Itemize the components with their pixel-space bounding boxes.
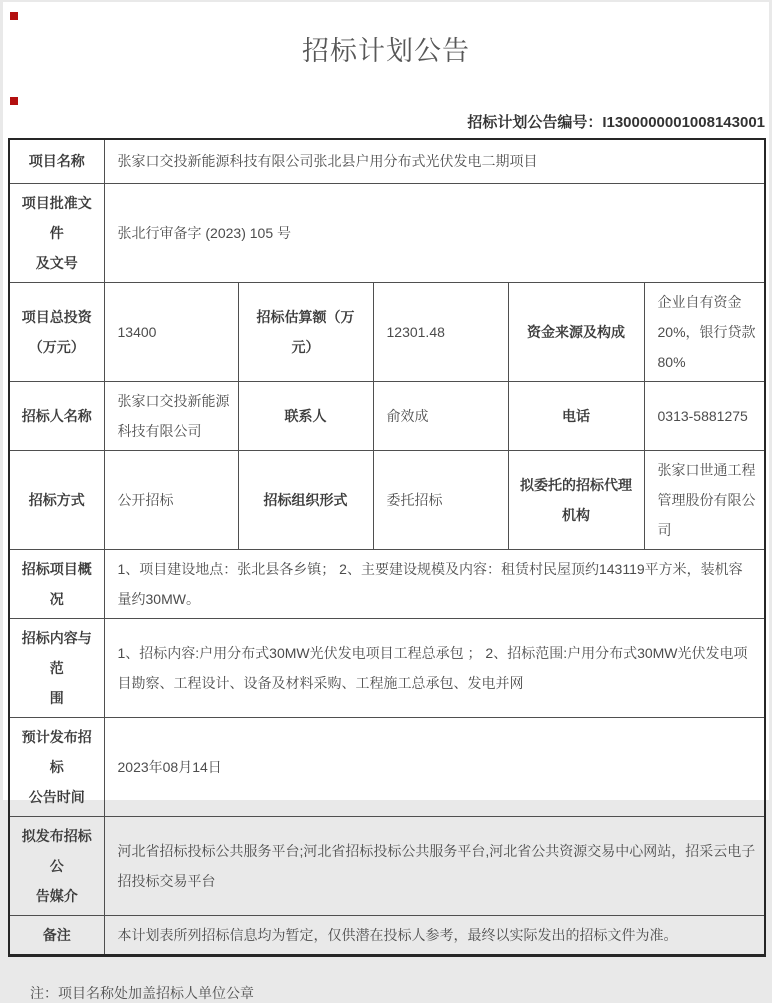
table-value-cell: 1、招标内容:户用分布式30MW光伏发电项目工程总承包 ； 2、招标范围:户用分布式30MW光伏发电项目勘察、工程设计、设备及材料采购、工程施工总承包、发电并网 xyxy=(104,618,765,717)
table-value-cell: 俞效成 xyxy=(373,381,508,450)
table-label-cell: 预计发布招标 公告时间 xyxy=(9,717,104,816)
table-label-cell: 项目总投资 （万元） xyxy=(9,282,104,381)
table-label-cell: 招标项目概况 xyxy=(9,549,104,618)
notice-number-label: 招标计划公告编号： xyxy=(467,114,603,131)
table-value-cell: 张家口交投新能源科技有限公司张北县户用分布式光伏发电二期项目 xyxy=(104,139,765,183)
page-title: 招标计划公告 xyxy=(302,36,470,66)
notice-number-line xyxy=(3,111,765,132)
table-row xyxy=(9,618,765,717)
table-value-cell: 委托招标 xyxy=(373,450,508,549)
table-row xyxy=(9,183,765,282)
table-row xyxy=(9,816,765,915)
table-row xyxy=(9,381,765,450)
table-value-cell: 张家口世通工程管理股份有限公司 xyxy=(644,450,765,549)
table-row xyxy=(9,549,765,618)
table-row xyxy=(9,450,765,549)
table-value-cell: 张北行审备字 (2023) 105 号 xyxy=(104,183,765,282)
table-value-cell: 13400 xyxy=(104,282,238,381)
table-label-cell: 联系人 xyxy=(238,381,373,450)
table-value-cell: 公开招标 xyxy=(104,450,238,549)
notice-number-value: I1300000001008143001 xyxy=(602,114,765,131)
table-row xyxy=(9,139,765,183)
table-label-cell: 招标方式 xyxy=(9,450,104,549)
table-label-cell: 招标内容与范 围 xyxy=(9,618,104,717)
table-label-cell: 招标组织形式 xyxy=(238,450,373,549)
table-label-cell: 项目名称 xyxy=(9,139,104,183)
table-value-cell: 本计划表所列招标信息均为暂定，仅供潜在投标人参考，最终以实际发出的招标文件为准。 xyxy=(104,915,765,955)
table-value-cell: 张家口交投新能源科技有限公司 xyxy=(104,381,238,450)
red-bullet-marker xyxy=(10,12,18,20)
table-label-cell: 电话 xyxy=(508,381,644,450)
table-label-cell: 拟发布招标公 告媒介 xyxy=(9,816,104,915)
table-value-cell: 1、项目建设地点：张北县各乡镇； 2、主要建设规模及内容：租赁村民屋顶约143119平方米，装机容量约30MW。 xyxy=(104,549,765,618)
table-label-cell: 项目批准文件 及文号 xyxy=(9,183,104,282)
table-label-cell: 拟委托的招标代理 机构 xyxy=(508,450,644,549)
table-label-cell: 招标人名称 xyxy=(9,381,104,450)
table-label-cell: 备注 xyxy=(9,915,104,955)
table-row xyxy=(9,282,765,381)
table-value-cell: 12301.48 xyxy=(373,282,508,381)
red-bullet-marker xyxy=(10,97,18,105)
table-row xyxy=(9,915,765,955)
bidding-plan-table-body xyxy=(9,139,765,955)
footer-note: 注：项目名称处加盖招标人单位公章 xyxy=(30,984,254,1001)
table-value-cell: 河北省招标投标公共服务平台;河北省招标投标公共服务平台,河北省公共资源交易中心网站，招采云电子招投标交易平台 xyxy=(104,816,765,915)
table-row xyxy=(9,717,765,816)
table-value-cell: 0313-5881275 xyxy=(644,381,765,450)
table-label-cell: 资金来源及构成 xyxy=(508,282,644,381)
table-value-cell: 2023年08月14日 xyxy=(104,717,765,816)
table-label-cell: 招标估算额（万 元） xyxy=(238,282,373,381)
bidding-plan-table xyxy=(8,138,766,957)
table-value-cell: 企业自有资金20%，银行贷款80% xyxy=(644,282,765,381)
announcement-page xyxy=(3,2,769,1001)
